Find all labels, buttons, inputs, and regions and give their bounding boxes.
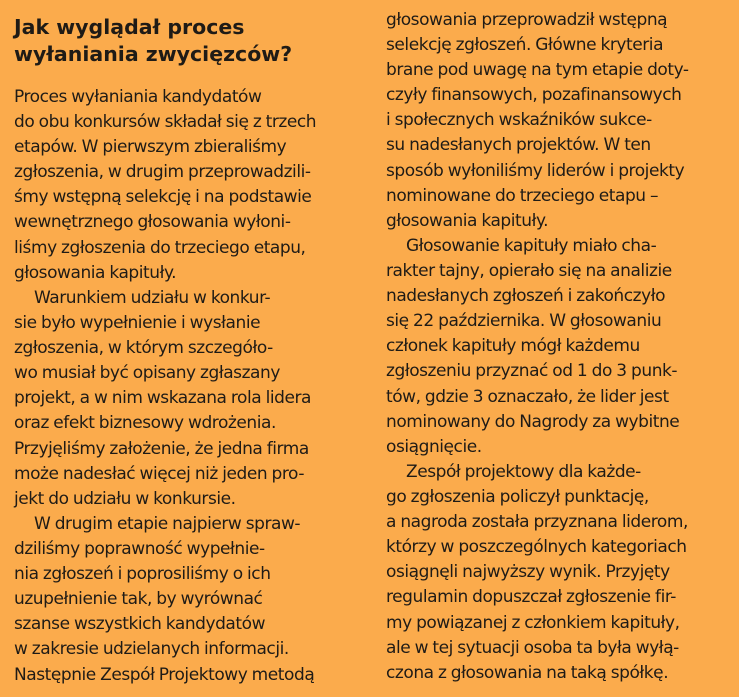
paragraph-participation-conditions [14,286,311,512]
heading-line: Jak wyglądał proces [14,15,245,39]
paragraph-second-stage [14,512,314,688]
text-line: śmy wstępną selekcję i na podstawie [14,187,312,208]
text-line: do obu konkursów składał się z trzech [14,112,317,133]
text-line: Zespół projektowy dla każde- [406,462,641,482]
text-line: jekt do udziału w konkursie. [14,488,236,509]
text-line: su nadesłanych projektów. W ten [386,135,651,156]
text-line: tów, gdzie 3 oznaczało, że lider jest [386,386,669,407]
text-line: dziliśmy poprawność wypełnie- [14,539,265,560]
text-line: nia zgłoszeń i poprosiliśmy o ich [14,564,271,585]
text-line: wo musiał być opisany zgłaszany [14,363,280,384]
text-line: osiągnęli najwyższy wynik. Przyjęty [386,562,670,583]
text-line: ale w tej sytuacji osoba ta była wyłą- [386,637,679,658]
text-line: projekt, a w nim wskazana rola lidera [14,388,311,409]
paragraph-scoring [386,460,688,686]
text-line: zgłoszeniu przyznać od 1 do 3 punk- [386,361,678,382]
paragraph-process-stages [14,85,316,286]
text-line: nominowany do Nagrody za wybitne [386,411,680,432]
text-line: w zakresie udzielanych informacji. [14,639,289,660]
text-line: może nadesłać więcej niż jeden pro- [14,463,305,484]
text-line: W drugim etapie najpierw spraw- [34,514,301,534]
text-line: Głosowanie kapituły miało cha- [406,236,657,256]
text-line: Przyjęliśmy założenie, że jedna firma [14,438,309,459]
text-line: rakter tajny, opierało się na analizie [386,261,672,282]
text-line: selekcję zgłoszeń. Główne kryteria [386,35,664,56]
text-line: sposób wyłoniliśmy liderów i projekty [386,160,685,181]
text-line: uzupełnienie tak, by wyrównać [14,589,263,610]
text-line: oraz efekt biznesowy wdrożenia. [14,413,276,434]
text-line: zgłoszenia, w którym szczegóło- [14,338,273,359]
heading-line: wyłaniania zwycięzców? [14,42,293,66]
text-line: członek kapituły mógł każdemu [386,336,640,357]
text-line: którzy w poszczególnych kategoriach [386,537,687,558]
text-line: wewnętrznego głosowania wyłoni- [14,212,291,233]
text-line: czona z głosowania na taką spółkę. [386,662,669,683]
text-line: czyły finansowych, pozafinansowych [386,85,682,106]
text-line: szanse wszystkich kandydatów [14,614,266,635]
text-line: brane pod uwagę na tym etapie doty- [386,60,689,81]
text-line: sie było wypełnienie i wysłanie [14,313,261,334]
text-line: osiągnięcie. [386,436,482,457]
text-line: etapów. W pierwszym zbieraliśmy [14,137,287,158]
text-line: nadesłanych zgłoszeń i zakończyło [386,286,666,307]
text-line: głosowania kapituły. [386,210,549,231]
text-line: głosowania przeprowadził wstępną [386,10,668,30]
text-line: nominowane do trzeciego etapu – [386,185,659,206]
text-line: głosowania kapituły. [14,262,177,283]
paragraph-jury-vote [386,234,679,460]
paragraph-preselection [386,8,689,234]
text-line: i społecznych wskaźników sukce- [386,110,652,131]
text-line: się 22 października. W głosowaniu [386,311,662,332]
text-line: Następnie Zespół Projektowy metodą [14,664,315,685]
text-line: a nagroda została przyznana liderom, [386,512,688,533]
text-line: Warunkiem udziału w konkur- [34,288,271,308]
text-line: my powiązanej z członkiem kapituły, [386,612,680,633]
text-line: regulamin dopuszczał zgłoszenie fir- [386,587,676,608]
section-heading [14,14,366,68]
text-line: zgłoszenia, w drugim przeprowadzili- [14,162,311,183]
text-line: Proces wyłaniania kandydatów [14,87,262,107]
text-line: go zgłoszenia policzył punktację, [386,487,649,508]
text-line: liśmy zgłoszenia do trzeciego etapu, [14,237,306,258]
